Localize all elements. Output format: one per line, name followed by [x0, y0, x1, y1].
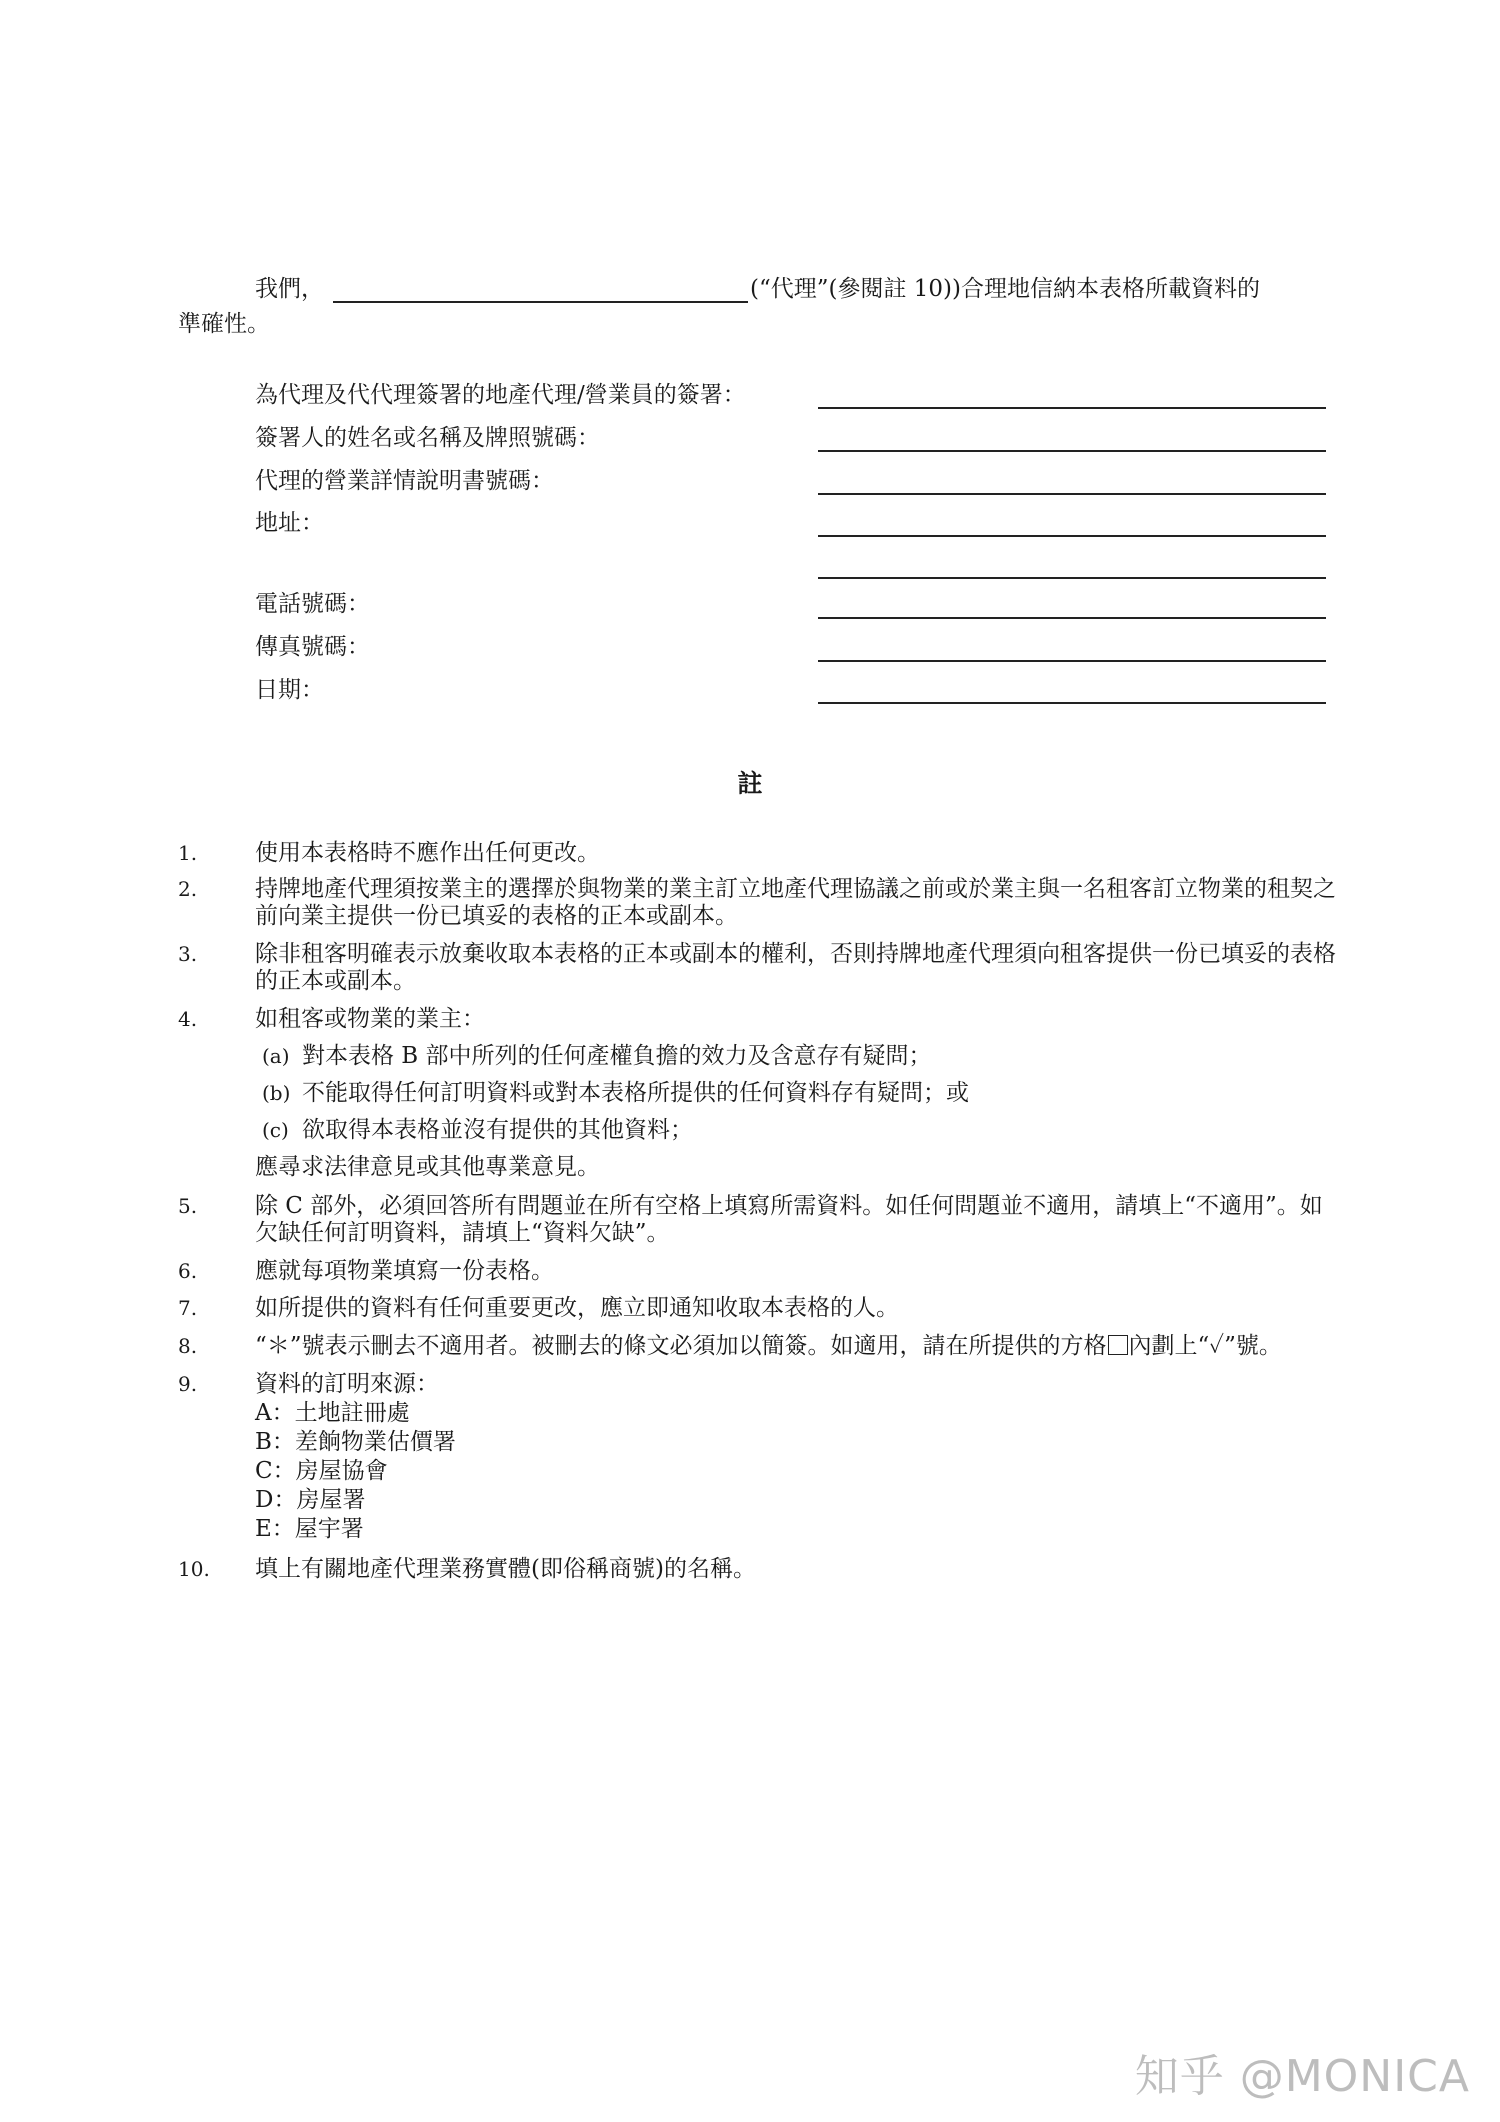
agent-name-blank-line[interactable]	[333, 301, 748, 303]
notes-title: 註	[737, 769, 763, 798]
field-line-fax[interactable]	[818, 660, 1326, 662]
declaration-prefix: 我們，	[255, 276, 324, 302]
sub-item-text: 不能取得任何訂明資料或對本表格所提供的任何資料存有疑問；或	[302, 1080, 969, 1106]
note-number: 1.	[178, 841, 198, 865]
field-line-statement-number[interactable]	[818, 493, 1326, 495]
source-item: B：差餉物業估價署	[255, 1429, 456, 1455]
declaration-continuation: 準確性。	[178, 311, 270, 337]
note-number: 7.	[178, 1296, 198, 1320]
note-8-text-before-box: “＊”號表示刪去不適用者。被刪去的條文必須加以簡簽。如適用，請在所提供的方格	[255, 1333, 1107, 1359]
note-number: 3.	[178, 942, 198, 966]
note-number: 5.	[178, 1194, 198, 1218]
source-item: D：房屋署	[255, 1487, 366, 1513]
note-number: 4.	[178, 1007, 198, 1031]
sub-item-text: 欲取得本表格並沒有提供的其他資料；	[302, 1117, 693, 1143]
source-item: E：屋宇署	[255, 1516, 364, 1542]
sub-item-mark: (c)	[262, 1118, 289, 1142]
field-line-signer-name[interactable]	[818, 450, 1326, 452]
field-label-address: 地址：	[255, 510, 324, 536]
field-label-statement-number: 代理的營業詳情說明書號碼：	[255, 468, 554, 494]
note-text: 欠缺任何訂明資料，請填上“資料欠缺”。	[255, 1220, 670, 1246]
note-number: 10.	[178, 1557, 210, 1581]
field-line-date[interactable]	[818, 702, 1326, 704]
field-line-phone[interactable]	[818, 617, 1326, 619]
note-text: 除 C 部外，必須回答所有問題並在所有空格上填寫所需資料。如任何問題並不適用，請填上“不適用”。如	[255, 1193, 1323, 1219]
checkbox-square-icon	[1108, 1335, 1128, 1355]
note-number: 2.	[178, 877, 198, 901]
field-label-fax: 傳真號碼：	[255, 634, 370, 660]
note-text: 使用本表格時不應作出任何更改。	[255, 840, 600, 866]
field-label-date: 日期：	[255, 677, 324, 703]
sub-item-text: 對本表格 B 部中所列的任何產權負擔的效力及含意存有疑問；	[302, 1043, 932, 1069]
note-text: 應就每項物業填寫一份表格。	[255, 1258, 554, 1284]
note-text: 資料的訂明來源：	[255, 1371, 439, 1397]
field-label-phone: 電話號碼：	[255, 591, 370, 617]
sub-item-mark: (b)	[262, 1081, 291, 1105]
source-item: C：房屋協會	[255, 1458, 388, 1484]
field-line-address-2[interactable]	[818, 577, 1326, 579]
note-number: 6.	[178, 1259, 198, 1283]
note-text: 持牌地產代理須按業主的選擇於與物業的業主訂立地產代理協議之前或於業主與一名租客訂立物業的租契之	[255, 876, 1336, 902]
note-text: 除非租客明確表示放棄收取本表格的正本或副本的權利，否則持牌地產代理須向租客提供一份已填妥的表格	[255, 941, 1336, 967]
field-line-signature[interactable]	[818, 407, 1326, 409]
declaration-suffix: (“代理”(參閱註 10))合理地信納本表格所載資料的	[750, 276, 1260, 302]
note-text	[255, 1331, 1282, 1361]
note-text: 如所提供的資料有任何重要更改，應立即通知收取本表格的人。	[255, 1295, 899, 1321]
note-text: 應尋求法律意見或其他專業意見。	[255, 1154, 600, 1180]
field-label-signer-name: 簽署人的姓名或名稱及牌照號碼：	[255, 425, 600, 451]
source-item: A：土地註冊處	[255, 1400, 410, 1426]
note-text: 如租客或物業的業主：	[255, 1006, 485, 1032]
note-text: 填上有關地產代理業務實體(即俗稱商號)的名稱。	[255, 1556, 756, 1582]
note-text: 前向業主提供一份已填妥的表格的正本或副本。	[255, 903, 738, 929]
watermark: 知乎 @MONICA	[1134, 2051, 1470, 2102]
note-8-text-after-box: 內劃上“✓”號。	[1128, 1333, 1282, 1359]
note-number: 9.	[178, 1372, 198, 1396]
field-line-address-1[interactable]	[818, 535, 1326, 537]
note-text: 的正本或副本。	[255, 968, 416, 994]
sub-item-mark: (a)	[262, 1044, 290, 1068]
note-number: 8.	[178, 1334, 198, 1358]
field-label-signature: 為代理及代代理簽署的地產代理/營業員的簽署：	[255, 382, 746, 408]
